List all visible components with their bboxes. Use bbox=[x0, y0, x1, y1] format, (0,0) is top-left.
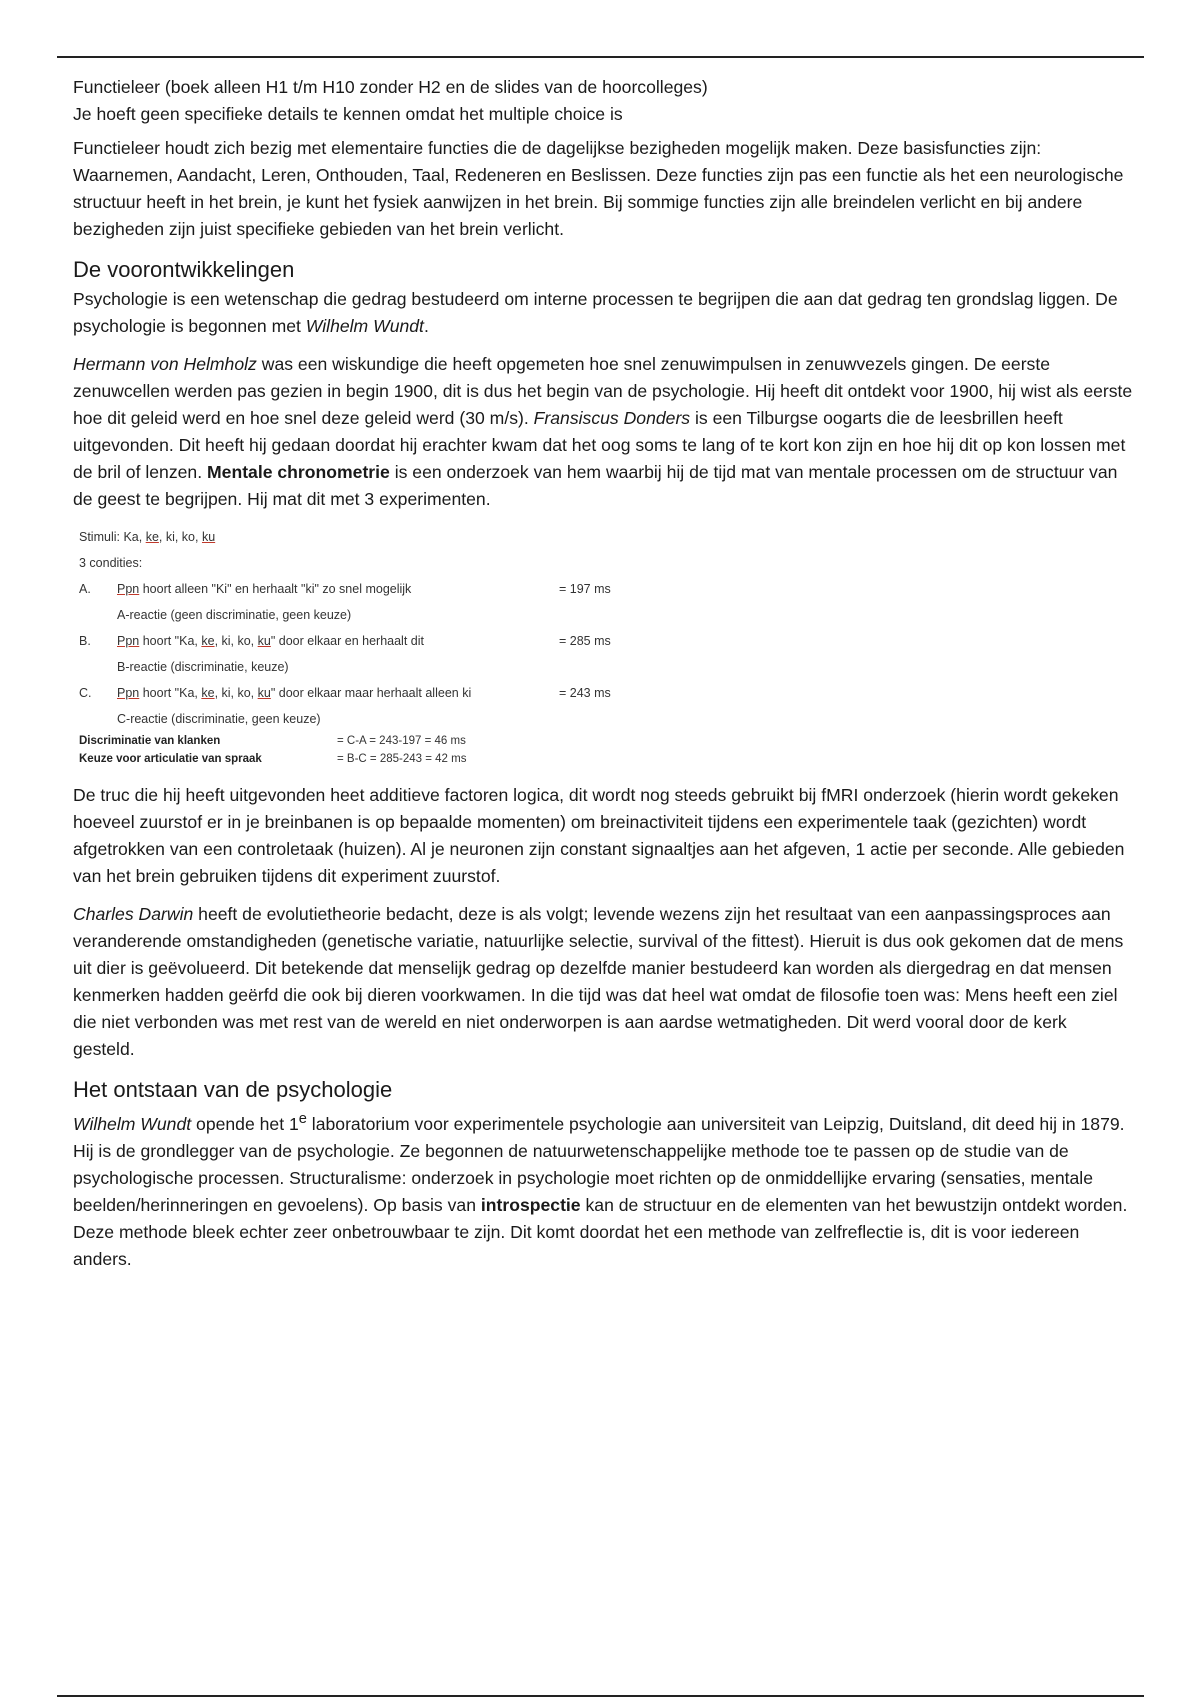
name-helmholz: Hermann von Helmholz bbox=[73, 354, 257, 374]
intro-line-1: Functieleer (boek alleen H1 t/m H10 zonder H2 en de slides van de hoorcolleges) bbox=[73, 77, 708, 97]
figure-value-b: = 285 ms bbox=[559, 634, 611, 648]
figure-sub-a: A-reactie (geen discriminatie, geen keuze) bbox=[117, 608, 352, 622]
paragraph-psychologie-definitie: Psychologie is een wetenschap die gedrag bestudeerd om interne processen te begrijpen die aan dat gedrag ten grondslag liggen. De psychologie is begonnen met Wilhelm Wundt. bbox=[73, 289, 1118, 336]
term-mentale-chronometrie: Mentale chronometrie bbox=[207, 462, 390, 482]
bottom-rule bbox=[57, 1695, 1144, 1697]
figure-sub-b: B-reactie (discriminatie, keuze) bbox=[117, 660, 289, 674]
figure-conditions: 3 condities: bbox=[79, 556, 143, 570]
figure-stimuli: Stimuli: Ka, ke, ki, ko, ku bbox=[79, 530, 216, 544]
intro-text bbox=[73, 74, 1133, 128]
figure-condition-a: A. Ppn hoort alleen "Ki" en herhaalt "ki" zo snel mogelijk = 197 ms bbox=[79, 576, 639, 602]
name-darwin: Charles Darwin bbox=[73, 904, 194, 924]
figure-value-a: = 197 ms bbox=[559, 582, 611, 596]
name-wundt-2: Wilhelm Wundt bbox=[73, 1113, 192, 1134]
figure-calc-discriminatie: Discriminatie van klanken = C-A = 243-197 = 46 ms bbox=[79, 735, 466, 747]
paragraph-wundt: Wilhelm Wundt opende het 1e laboratorium voor experimentele psychologie aan universiteit van Leipzig, Duitsland, dit deed hij in 1879. Hij is de grondlegger van de psychologie. Ze begonnen de natuurwetenschappelijke methode toe te passen op de studie van de psychologische processen. Structuralisme: onderzoek in psychologie moet richten op de onmiddellijke ervaring (sensaties, mentale beelden/herinneringen en gevoelens). Op basis van introspectie kan de structuur en de elementen van het bewustzijn ontdekt worden. Deze methode bleek echter zeer onbetrouwbaar te zijn. Dit komt doordat het een methode van zelfreflectie is, dit is voor iedereen anders. bbox=[73, 1111, 1128, 1269]
intro-line-2: Je hoeft geen specifieke details te kennen omdat het multiple choice is bbox=[73, 104, 623, 124]
paragraph-additieve-factoren: De truc die hij heeft uitgevonden heet additieve factoren logica, dit wordt nog steeds gebruikt bij fMRI onderzoek (hierin wordt gekeken hoeveel zuurstof er in je breinbanen is op bepaalde momenten) om breinactiviteit tijdens een experimentele taak (gezichten) wordt afgetrokken van een controletaak (huizen). Al je neuronen zijn constant signaaltjes aan het afgeven, 1 actie per seconde. Alle gebieden van het brein gebruiken tijdens dit experiment zuurstof. bbox=[73, 785, 1125, 886]
term-introspectie: introspectie bbox=[480, 1194, 581, 1215]
heading-ontstaan-psychologie: Het ontstaan van de psychologie bbox=[73, 1077, 393, 1102]
figure-condition-b: B. Ppn hoort "Ka, ke, ki, ko, ku" door elkaar en herhaalt dit = 285 ms bbox=[79, 628, 639, 654]
figure-condition-c: C. Ppn hoort "Ka, ke, ki, ko, ku" door elkaar maar herhaalt alleen ki = 243 ms bbox=[79, 680, 639, 706]
paragraph-functieleer: Functieleer houdt zich bezig met elementaire functies die de dagelijkse bezigheden mogelijk maken. Deze basisfuncties zijn: Waarnemen, Aandacht, Leren, Onthouden, Taal, Redeneren en Beslissen. Deze functies zijn pas een functie als het een neurologische structuur heeft in het brein, je kunt het fysiek aanwijzen in het brein. Bij sommige functies zijn alle breindelen verlicht en bij andere bezigheden zijn juist specifieke gebieden van het brein verlicht. bbox=[73, 138, 1124, 239]
top-rule bbox=[57, 56, 1144, 58]
name-donders: Fransiscus Donders bbox=[533, 408, 691, 428]
paragraph-helmholz-donders: Hermann von Helmholz was een wiskundige die heeft opgemeten hoe snel zenuwimpulsen in zenuwvezels gingen. De eerste zenuwcellen werden pas gezien in begin 1900, dit is dus het begin van de psychologie. Hij heeft dit ontdekt voor 1900, hij wist als eerste hoe dit geleid werd en hoe snel deze geleid werd (30 m/s). Fransiscus Donders is een Tilburgse oogarts die de leesbrillen heeft uitgevonden. Dit heeft hij gedaan doordat hij erachter kwam dat het oog soms te lang of te kort kon zijn en hoe hij dit op kon lossen met de bril of lenzen. Mentale chronometrie is een onderzoek van hem waarbij hij de tijd mat van mentale processen om de structuur van de geest te begrijpen. Hij mat dit met 3 experimenten. bbox=[73, 354, 1133, 509]
paragraph-darwin: Charles Darwin heeft de evolutietheorie bedacht, deze is als volgt; levende wezens zijn het resultaat van een aanpassingsproces aan veranderende omstandigheden (genetische variatie, natuurlijke selectie, survival of the fittest). Hieruit is dus ook gekomen dat de mens uit dier is geëvolueerd. Dit betekende dat menselijk gedrag op dezelfde manier bestudeerd kan worden als diergedrag en dat mensen kenmerken hadden geërfd die ook bij dieren voorkwamen. In die tijd was dat heel wat omdat de filosofie toen was: Mens heeft een ziel die niet verbonden was met rest van de wereld en niet onderworpen is aan aardse wetmatigheden. Dit werd vooral door de kerk gesteld. bbox=[73, 904, 1124, 1059]
name-wundt: Wilhelm Wundt bbox=[305, 316, 424, 336]
figure-calc-keuze: Keuze voor articulatie van spraak = B-C = 285-243 = 42 ms bbox=[79, 753, 467, 765]
experiment-figure bbox=[79, 524, 639, 768]
heading-voorontwikkelingen: De voorontwikkelingen bbox=[73, 257, 295, 282]
figure-sub-c: C-reactie (discriminatie, geen keuze) bbox=[117, 712, 321, 726]
document-body bbox=[73, 74, 1133, 1284]
figure-value-c: = 243 ms bbox=[559, 686, 611, 700]
